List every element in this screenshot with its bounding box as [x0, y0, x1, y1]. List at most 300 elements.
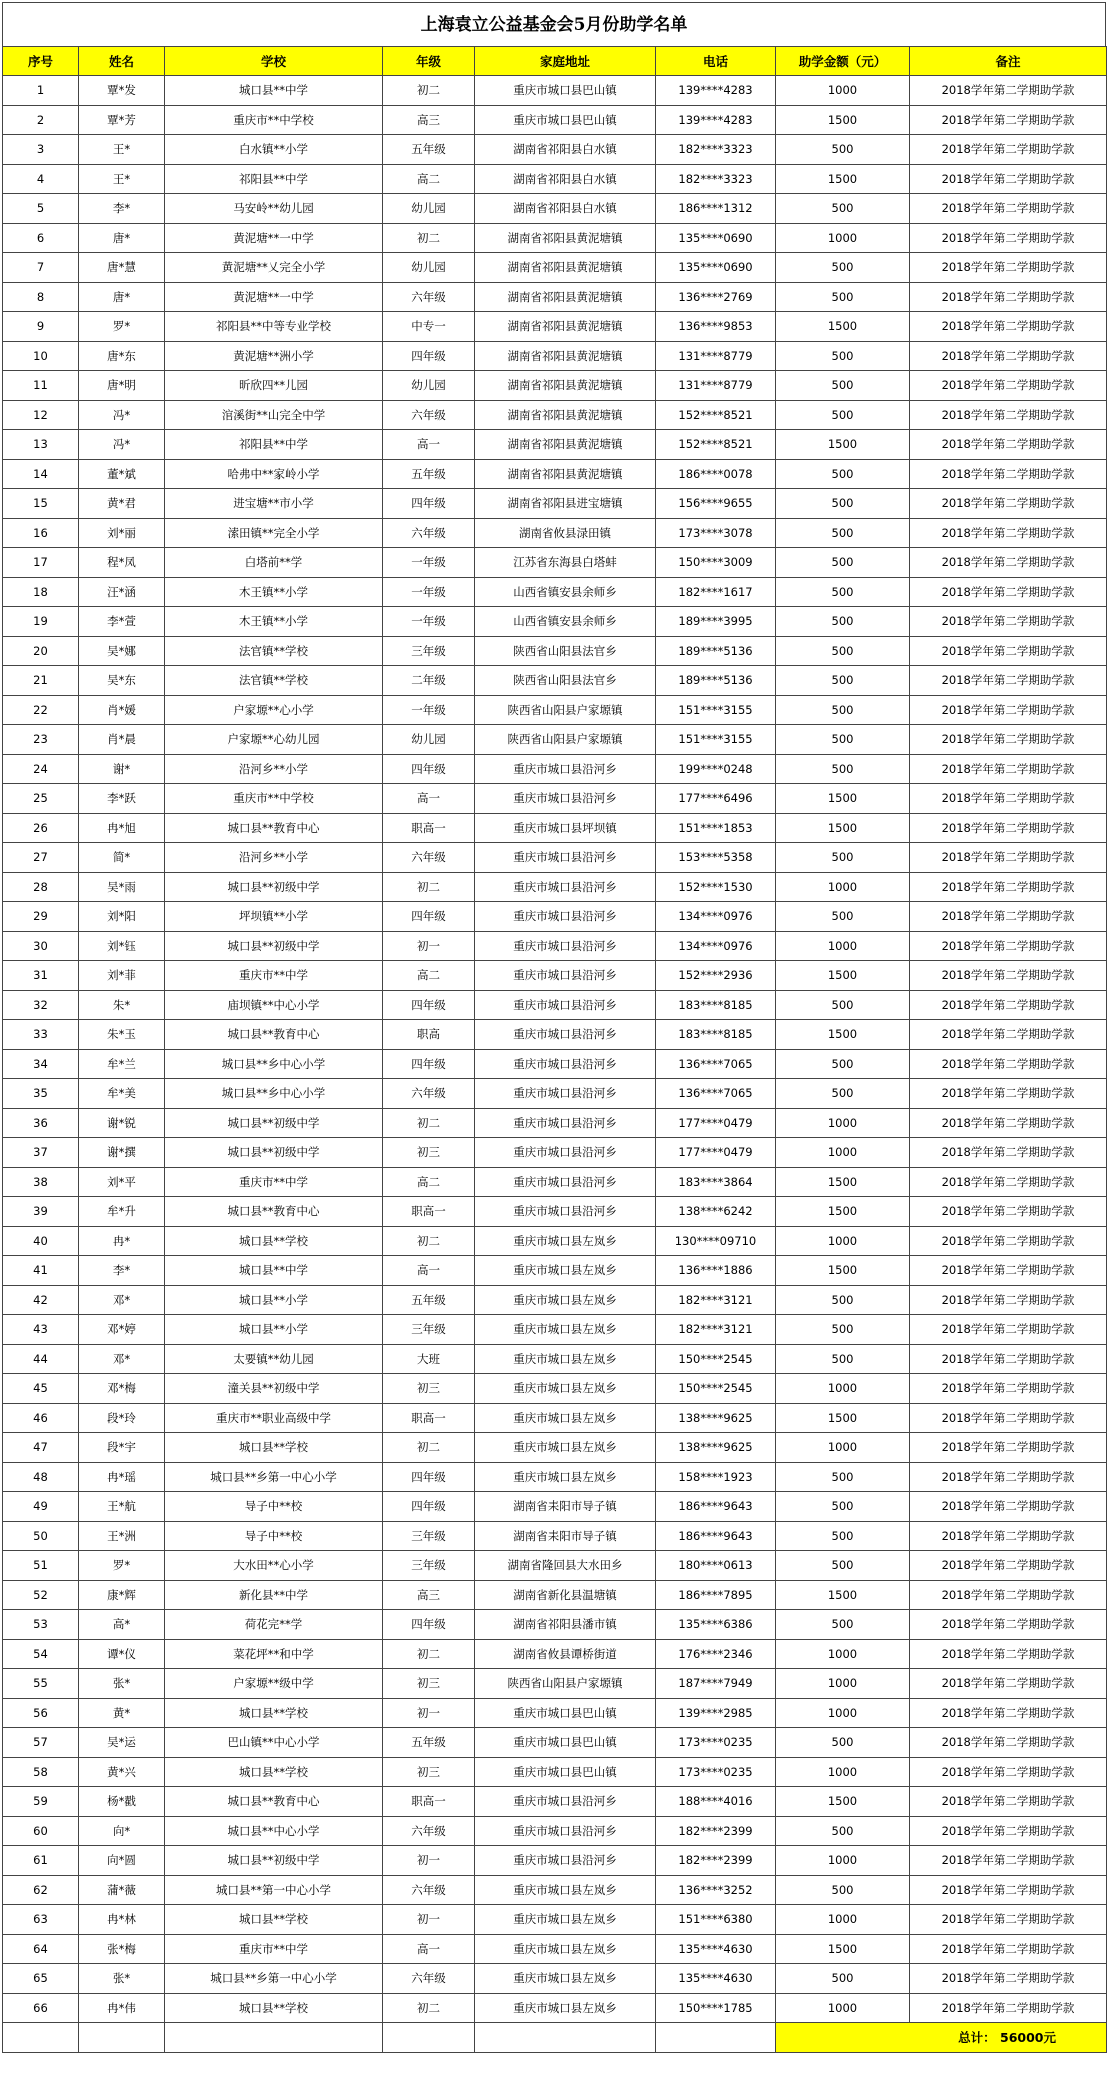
cell-amount: 500 [776, 725, 910, 755]
cell-school: 重庆市**中学校 [165, 105, 383, 135]
cell-address: 重庆市城口县沿河乡 [475, 1108, 656, 1138]
cell-index: 18 [3, 577, 79, 607]
cell-school: 重庆市**职业高级中学 [165, 1403, 383, 1433]
cell-remark: 2018学年第二学期助学款 [910, 1315, 1107, 1345]
cell-school: 马安岭**幼儿园 [165, 194, 383, 224]
cell-name: 冉* [79, 1226, 165, 1256]
cell-name: 张*梅 [79, 1934, 165, 1964]
table-row [3, 902, 1107, 932]
cell-index: 5 [3, 194, 79, 224]
cell-index: 35 [3, 1079, 79, 1109]
cell-address: 重庆市城口县巴山镇 [475, 105, 656, 135]
cell-name: 冉*林 [79, 1905, 165, 1935]
cell-name: 朱* [79, 990, 165, 1020]
cell-name: 王*洲 [79, 1521, 165, 1551]
cell-grade: 高二 [383, 164, 475, 194]
cell-school: 城口县**学校 [165, 1698, 383, 1728]
cell-school: 沿河乡**小学 [165, 754, 383, 784]
cell-name: 王* [79, 164, 165, 194]
cell-amount: 500 [776, 459, 910, 489]
cell-index: 60 [3, 1816, 79, 1846]
cell-remark: 2018学年第二学期助学款 [910, 1344, 1107, 1374]
cell-name: 刘*丽 [79, 518, 165, 548]
cell-address: 重庆市城口县沿河乡 [475, 843, 656, 873]
cell-amount: 500 [776, 607, 910, 637]
cell-name: 王* [79, 135, 165, 165]
cell-school: 进宝塘**市小学 [165, 489, 383, 519]
cell-address: 湖南省祁阳县黄泥塘镇 [475, 371, 656, 401]
cell-name: 吴*雨 [79, 872, 165, 902]
cell-grade: 高一 [383, 430, 475, 460]
header-phone: 电话 [656, 47, 776, 76]
cell-grade: 四年级 [383, 1610, 475, 1640]
cell-remark: 2018学年第二学期助学款 [910, 371, 1107, 401]
cell-name: 邓*婷 [79, 1315, 165, 1345]
cell-remark: 2018学年第二学期助学款 [910, 1580, 1107, 1610]
header-remark: 备注 [910, 47, 1107, 76]
cell-phone: 183****3864 [656, 1167, 776, 1197]
cell-amount: 1500 [776, 164, 910, 194]
cell-amount: 500 [776, 1521, 910, 1551]
cell-address: 重庆市城口县沿河乡 [475, 902, 656, 932]
cell-amount: 1500 [776, 1787, 910, 1817]
cell-amount: 500 [776, 1492, 910, 1522]
cell-remark: 2018学年第二学期助学款 [910, 607, 1107, 637]
cell-grade: 大班 [383, 1344, 475, 1374]
cell-school: 菜花坪**和中学 [165, 1639, 383, 1669]
cell-amount: 1000 [776, 223, 910, 253]
cell-remark: 2018学年第二学期助学款 [910, 1226, 1107, 1256]
cell-amount: 500 [776, 1728, 910, 1758]
cell-amount: 1000 [776, 1846, 910, 1876]
cell-phone: 173****0235 [656, 1757, 776, 1787]
cell-amount: 500 [776, 548, 910, 578]
table-row [3, 459, 1107, 489]
cell-index: 66 [3, 1993, 79, 2023]
cell-amount: 1000 [776, 1639, 910, 1669]
cell-remark: 2018学年第二学期助学款 [910, 1020, 1107, 1050]
cell-name: 李* [79, 194, 165, 224]
cell-phone: 135****0690 [656, 223, 776, 253]
cell-phone: 158****1923 [656, 1462, 776, 1492]
cell-school: 大水田**心小学 [165, 1551, 383, 1581]
cell-remark: 2018学年第二学期助学款 [910, 577, 1107, 607]
cell-index: 45 [3, 1374, 79, 1404]
table-row [3, 1639, 1107, 1669]
cell-amount: 500 [776, 341, 910, 371]
cell-index: 46 [3, 1403, 79, 1433]
table-row [3, 253, 1107, 283]
cell-phone: 186****0078 [656, 459, 776, 489]
cell-address: 重庆市城口县左岚乡 [475, 1344, 656, 1374]
cell-grade: 中专一 [383, 312, 475, 342]
cell-amount: 1000 [776, 1993, 910, 2023]
cell-remark: 2018学年第二学期助学款 [910, 1521, 1107, 1551]
cell-index: 25 [3, 784, 79, 814]
header-amount: 助学金额（元） [776, 47, 910, 76]
cell-grade: 幼儿园 [383, 371, 475, 401]
cell-name: 牟*美 [79, 1079, 165, 1109]
cell-grade: 四年级 [383, 990, 475, 1020]
cell-amount: 1500 [776, 1197, 910, 1227]
cell-index: 40 [3, 1226, 79, 1256]
cell-school: 导子中**校 [165, 1521, 383, 1551]
table-row [3, 1757, 1107, 1787]
cell-school: 城口县**中心小学 [165, 1816, 383, 1846]
cell-grade: 初二 [383, 872, 475, 902]
cell-school: 祁阳县**中学 [165, 164, 383, 194]
cell-school: 太要镇**幼儿园 [165, 1344, 383, 1374]
cell-school: 户家塬**心小学 [165, 695, 383, 725]
cell-name: 吴*运 [79, 1728, 165, 1758]
cell-amount: 500 [776, 253, 910, 283]
table-row [3, 1521, 1107, 1551]
cell-name: 杨*戳 [79, 1787, 165, 1817]
cell-phone: 182****1617 [656, 577, 776, 607]
cell-address: 湖南省祁阳县黄泥塘镇 [475, 341, 656, 371]
cell-remark: 2018学年第二学期助学款 [910, 931, 1107, 961]
cell-amount: 500 [776, 754, 910, 784]
table-body [3, 76, 1107, 2023]
cell-remark: 2018学年第二学期助学款 [910, 1285, 1107, 1315]
cell-remark: 2018学年第二学期助学款 [910, 1492, 1107, 1522]
cell-amount: 500 [776, 843, 910, 873]
cell-name: 李* [79, 1256, 165, 1286]
grant-table [2, 46, 1107, 2053]
cell-remark: 2018学年第二学期助学款 [910, 1639, 1107, 1669]
table-row [3, 1787, 1107, 1817]
cell-name: 刘*菲 [79, 961, 165, 991]
cell-remark: 2018学年第二学期助学款 [910, 1108, 1107, 1138]
cell-phone: 135****6386 [656, 1610, 776, 1640]
cell-amount: 500 [776, 1610, 910, 1640]
table-row [3, 872, 1107, 902]
cell-name: 唐*慧 [79, 253, 165, 283]
cell-name: 吴*东 [79, 666, 165, 696]
cell-address: 湖南省祁阳县白水镇 [475, 164, 656, 194]
cell-name: 张* [79, 1964, 165, 1994]
cell-grade: 四年级 [383, 902, 475, 932]
cell-name: 朱*玉 [79, 1020, 165, 1050]
cell-remark: 2018学年第二学期助学款 [910, 1551, 1107, 1581]
cell-remark: 2018学年第二学期助学款 [910, 695, 1107, 725]
cell-school: 重庆市**中学 [165, 1934, 383, 1964]
cell-phone: 138****6242 [656, 1197, 776, 1227]
cell-grade: 六年级 [383, 282, 475, 312]
cell-phone: 138****9625 [656, 1433, 776, 1463]
cell-address: 重庆市城口县巴山镇 [475, 1698, 656, 1728]
cell-grade: 六年级 [383, 1816, 475, 1846]
cell-school: 黄泥塘**一中学 [165, 282, 383, 312]
cell-name: 邓*梅 [79, 1374, 165, 1404]
total-blank [475, 2023, 656, 2053]
cell-address: 重庆市城口县左岚乡 [475, 1875, 656, 1905]
cell-remark: 2018学年第二学期助学款 [910, 1403, 1107, 1433]
cell-index: 19 [3, 607, 79, 637]
cell-name: 唐*明 [79, 371, 165, 401]
cell-index: 38 [3, 1167, 79, 1197]
cell-name: 汪*涵 [79, 577, 165, 607]
cell-grade: 高一 [383, 784, 475, 814]
table-row [3, 341, 1107, 371]
cell-remark: 2018学年第二学期助学款 [910, 1964, 1107, 1994]
cell-phone: 138****9625 [656, 1403, 776, 1433]
cell-phone: 186****9643 [656, 1492, 776, 1522]
cell-index: 52 [3, 1580, 79, 1610]
cell-amount: 1000 [776, 1374, 910, 1404]
cell-address: 重庆市城口县左岚乡 [475, 1462, 656, 1492]
cell-address: 湖南省耒阳市导子镇 [475, 1492, 656, 1522]
cell-school: 导子中**校 [165, 1492, 383, 1522]
table-row [3, 371, 1107, 401]
cell-name: 冯* [79, 430, 165, 460]
cell-remark: 2018学年第二学期助学款 [910, 1846, 1107, 1876]
table-row [3, 1197, 1107, 1227]
cell-grade: 初三 [383, 1374, 475, 1404]
cell-amount: 500 [776, 1049, 910, 1079]
cell-name: 黄*君 [79, 489, 165, 519]
cell-phone: 177****0479 [656, 1108, 776, 1138]
cell-address: 重庆市城口县沿河乡 [475, 754, 656, 784]
cell-address: 陕西省山阳县户家塬镇 [475, 695, 656, 725]
cell-remark: 2018学年第二学期助学款 [910, 1757, 1107, 1787]
table-row [3, 1669, 1107, 1699]
cell-grade: 初二 [383, 1226, 475, 1256]
cell-grade: 二年级 [383, 666, 475, 696]
cell-remark: 2018学年第二学期助学款 [910, 902, 1107, 932]
cell-grade: 高三 [383, 1580, 475, 1610]
cell-index: 59 [3, 1787, 79, 1817]
table-row [3, 1698, 1107, 1728]
cell-address: 重庆市城口县左岚乡 [475, 1993, 656, 2023]
cell-address: 重庆市城口县沿河乡 [475, 1816, 656, 1846]
cell-phone: 182****2399 [656, 1816, 776, 1846]
cell-grade: 初一 [383, 1905, 475, 1935]
table-row [3, 843, 1107, 873]
cell-name: 邓* [79, 1285, 165, 1315]
cell-index: 29 [3, 902, 79, 932]
table-row [3, 1993, 1107, 2023]
cell-address: 重庆市城口县沿河乡 [475, 1787, 656, 1817]
cell-index: 17 [3, 548, 79, 578]
cell-amount: 500 [776, 518, 910, 548]
cell-amount: 1500 [776, 1934, 910, 1964]
cell-address: 重庆市城口县沿河乡 [475, 1138, 656, 1168]
table-row [3, 1462, 1107, 1492]
cell-address: 重庆市城口县坪坝镇 [475, 813, 656, 843]
cell-phone: 182****3323 [656, 164, 776, 194]
cell-grade: 职高一 [383, 1403, 475, 1433]
cell-name: 谢* [79, 754, 165, 784]
cell-grade: 初一 [383, 1846, 475, 1876]
cell-phone: 135****0690 [656, 253, 776, 283]
cell-address: 湖南省祁阳县黄泥塘镇 [475, 223, 656, 253]
cell-remark: 2018学年第二学期助学款 [910, 754, 1107, 784]
cell-remark: 2018学年第二学期助学款 [910, 400, 1107, 430]
cell-index: 48 [3, 1462, 79, 1492]
cell-grade: 四年级 [383, 1049, 475, 1079]
cell-amount: 1000 [776, 1905, 910, 1935]
cell-school: 庙坝镇**中心小学 [165, 990, 383, 1020]
cell-name: 罗* [79, 1551, 165, 1581]
cell-amount: 1000 [776, 1138, 910, 1168]
table-row [3, 430, 1107, 460]
total-row [3, 2023, 1107, 2053]
cell-index: 3 [3, 135, 79, 165]
cell-remark: 2018学年第二学期助学款 [910, 194, 1107, 224]
cell-amount: 500 [776, 1285, 910, 1315]
cell-amount: 1500 [776, 1580, 910, 1610]
cell-address: 重庆市城口县左岚乡 [475, 1285, 656, 1315]
cell-remark: 2018学年第二学期助学款 [910, 282, 1107, 312]
cell-phone: 180****0613 [656, 1551, 776, 1581]
cell-index: 20 [3, 636, 79, 666]
cell-remark: 2018学年第二学期助学款 [910, 813, 1107, 843]
cell-address: 湖南省隆回县大水田乡 [475, 1551, 656, 1581]
cell-phone: 139****4283 [656, 76, 776, 106]
cell-phone: 182****2399 [656, 1846, 776, 1876]
total-blank [383, 2023, 475, 2053]
cell-grade: 高一 [383, 1934, 475, 1964]
cell-index: 31 [3, 961, 79, 991]
cell-name: 吴*娜 [79, 636, 165, 666]
cell-school: 城口县**初级中学 [165, 931, 383, 961]
cell-phone: 139****4283 [656, 105, 776, 135]
cell-address: 陕西省山阳县户家塬镇 [475, 725, 656, 755]
cell-school: 荷花完**学 [165, 1610, 383, 1640]
cell-school: 法官镇**学校 [165, 666, 383, 696]
table-row [3, 1551, 1107, 1581]
total-blank [165, 2023, 383, 2053]
cell-remark: 2018学年第二学期助学款 [910, 1197, 1107, 1227]
cell-amount: 1000 [776, 1433, 910, 1463]
cell-phone: 152****8521 [656, 400, 776, 430]
cell-index: 58 [3, 1757, 79, 1787]
cell-address: 湖南省祁阳县白水镇 [475, 135, 656, 165]
cell-name: 向*圆 [79, 1846, 165, 1876]
cell-address: 湖南省祁阳县黄泥塘镇 [475, 430, 656, 460]
cell-school: 昕欣四**儿园 [165, 371, 383, 401]
cell-grade: 五年级 [383, 459, 475, 489]
cell-grade: 初二 [383, 1993, 475, 2023]
cell-address: 湖南省祁阳县白水镇 [475, 194, 656, 224]
cell-remark: 2018学年第二学期助学款 [910, 1816, 1107, 1846]
table-row [3, 1344, 1107, 1374]
cell-address: 湖南省祁阳县黄泥塘镇 [475, 400, 656, 430]
table-row [3, 518, 1107, 548]
cell-address: 重庆市城口县巴山镇 [475, 76, 656, 106]
cell-school: 城口县**中学 [165, 76, 383, 106]
cell-amount: 500 [776, 194, 910, 224]
cell-amount: 1500 [776, 1256, 910, 1286]
cell-remark: 2018学年第二学期助学款 [910, 990, 1107, 1020]
cell-school: 城口县**小学 [165, 1315, 383, 1345]
cell-phone: 182****3121 [656, 1315, 776, 1345]
cell-school: 城口县**初级中学 [165, 1138, 383, 1168]
cell-grade: 职高 [383, 1020, 475, 1050]
cell-school: 哈弗中**家岭小学 [165, 459, 383, 489]
cell-school: 城口县**教育中心 [165, 1197, 383, 1227]
cell-amount: 500 [776, 990, 910, 1020]
cell-school: 重庆市**中学 [165, 1167, 383, 1197]
cell-name: 李*跃 [79, 784, 165, 814]
cell-name: 谢*锐 [79, 1108, 165, 1138]
table-row [3, 1374, 1107, 1404]
cell-name: 冯* [79, 400, 165, 430]
cell-name: 黄*兴 [79, 1757, 165, 1787]
table-row [3, 1403, 1107, 1433]
cell-phone: 189****5136 [656, 636, 776, 666]
cell-school: 城口县**教育中心 [165, 1787, 383, 1817]
cell-index: 16 [3, 518, 79, 548]
cell-grade: 六年级 [383, 400, 475, 430]
cell-amount: 500 [776, 902, 910, 932]
cell-phone: 186****9643 [656, 1521, 776, 1551]
cell-amount: 1000 [776, 1226, 910, 1256]
cell-grade: 三年级 [383, 636, 475, 666]
cell-remark: 2018学年第二学期助学款 [910, 312, 1107, 342]
cell-phone: 134****0976 [656, 931, 776, 961]
table-row [3, 1020, 1107, 1050]
cell-address: 重庆市城口县左岚乡 [475, 1315, 656, 1345]
table-row [3, 961, 1107, 991]
table-row [3, 636, 1107, 666]
cell-grade: 初三 [383, 1138, 475, 1168]
table-row [3, 1285, 1107, 1315]
cell-name: 唐* [79, 223, 165, 253]
cell-grade: 高三 [383, 105, 475, 135]
cell-school: 城口县**第一中心小学 [165, 1875, 383, 1905]
cell-grade: 初三 [383, 1757, 475, 1787]
cell-amount: 500 [776, 1551, 910, 1581]
cell-amount: 1500 [776, 105, 910, 135]
cell-remark: 2018学年第二学期助学款 [910, 1256, 1107, 1286]
header-row [3, 47, 1107, 76]
cell-grade: 初二 [383, 1108, 475, 1138]
cell-school: 城口县**初级中学 [165, 1108, 383, 1138]
cell-index: 22 [3, 695, 79, 725]
table-row [3, 784, 1107, 814]
cell-remark: 2018学年第二学期助学款 [910, 223, 1107, 253]
spreadsheet [2, 2, 1106, 2053]
cell-index: 42 [3, 1285, 79, 1315]
cell-phone: 183****8185 [656, 1020, 776, 1050]
cell-amount: 500 [776, 1816, 910, 1846]
table-row [3, 1580, 1107, 1610]
cell-grade: 初一 [383, 1698, 475, 1728]
cell-address: 山西省镇安县余师乡 [475, 577, 656, 607]
table-row [3, 666, 1107, 696]
cell-remark: 2018学年第二学期助学款 [910, 1787, 1107, 1817]
cell-grade: 一年级 [383, 577, 475, 607]
cell-name: 李*萱 [79, 607, 165, 637]
cell-remark: 2018学年第二学期助学款 [910, 1610, 1107, 1640]
cell-remark: 2018学年第二学期助学款 [910, 489, 1107, 519]
cell-amount: 500 [776, 1964, 910, 1994]
cell-address: 重庆市城口县沿河乡 [475, 1020, 656, 1050]
cell-index: 32 [3, 990, 79, 1020]
cell-address: 重庆市城口县沿河乡 [475, 990, 656, 1020]
cell-amount: 500 [776, 577, 910, 607]
cell-index: 7 [3, 253, 79, 283]
cell-grade: 初二 [383, 76, 475, 106]
cell-name: 段*宇 [79, 1433, 165, 1463]
cell-amount: 500 [776, 371, 910, 401]
table-row [3, 1846, 1107, 1876]
header-name: 姓名 [79, 47, 165, 76]
cell-remark: 2018学年第二学期助学款 [910, 459, 1107, 489]
cell-address: 湖南省耒阳市导子镇 [475, 1521, 656, 1551]
